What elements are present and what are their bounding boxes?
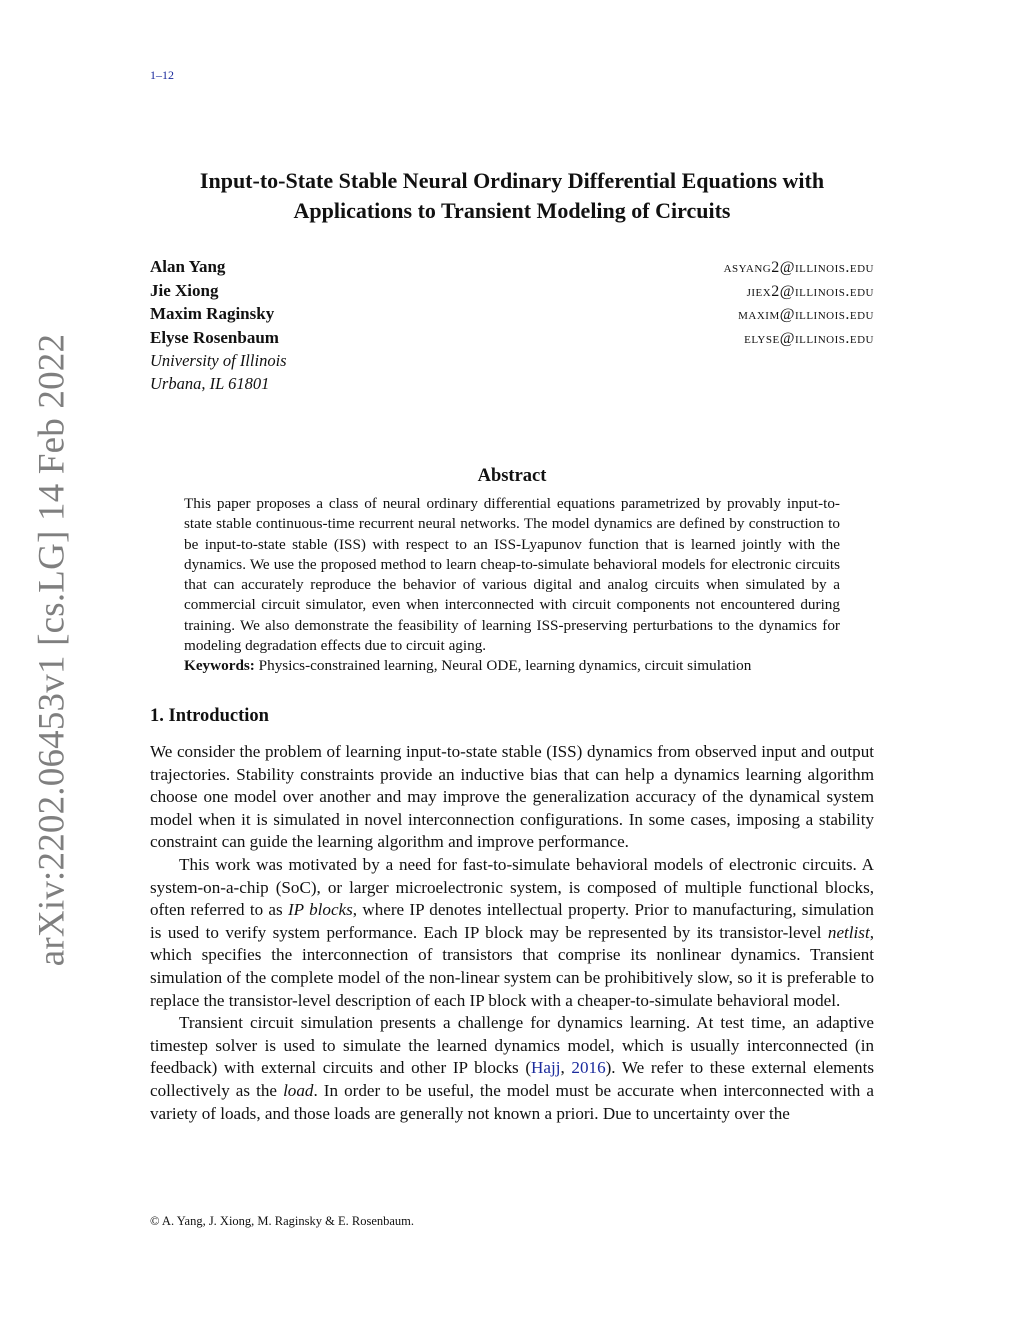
intro-paragraph-1: We consider the problem of learning input-to-state stable (ISS) dynamics from observed input and output trajectories. Stability constraints provide an inductive bias that can help a dynamics learning algorithm choose one model over another and may improve the generalization accuracy of the dynamical system model when it is simulated in novel interconnection configurations. In some cases, imposing a stability constraint can guide the learning algorithm and improve performance. [150, 742, 874, 852]
paper-title [150, 166, 874, 226]
paragraph-text: . In order to be useful, the model must be accurate when interconnected with a variety of loads, and those loads are generally not known a priori. Due to uncertainty over the [150, 1080, 874, 1123]
paragraph-text: Transient circuit simulation presents a challenge for dynamics learning. At test time, an adaptive timestep solver is used to simulate the learned dynamics model, which is usually interconnected (in feedback) with external circuits and other IP blocks ( [150, 1013, 874, 1078]
page-range: 1–12 [150, 68, 174, 82]
abstract-heading: Abstract [477, 466, 547, 486]
paragraph-text: , which specifies the interconnection of transistors that comprise its nonlinear dynamics. Transient simulation of the complete model of the non-linear system can be prohibitively slow, so it is preferable to replace the transistor-level description of each IP block with a cheaper-to-simulate behavioral model. [150, 922, 874, 1010]
affiliation-location: Urbana, IL 61801 [150, 373, 270, 393]
paragraph-text: This work was motivated by a need for fast-to-simulate behavioral models of electronic circuits. A system-on-a-chip (SoC), or larger microelectronic system, is composed of multiple functional blocks, often referred to as [150, 854, 874, 920]
author-row [150, 280, 874, 304]
author-email: jiex2@illinois.edu [746, 282, 874, 300]
citation-link-author[interactable]: Hajj [531, 1058, 561, 1078]
author-email: elyse@illinois.edu [744, 329, 874, 347]
author-name: Elyse Rosenbaum [150, 327, 279, 347]
emphasis-load: load [283, 1080, 314, 1100]
citation-link-year[interactable]: 2016 [571, 1058, 606, 1078]
author-name: Alan Yang [150, 257, 226, 276]
author-row [150, 327, 874, 351]
author-block [150, 256, 874, 395]
author-row [150, 303, 874, 327]
citation-separator: , [560, 1058, 572, 1078]
copyright-footer: © A. Yang, J. Xiong, M. Raginsky & E. Rosenbaum. [150, 1214, 415, 1228]
emphasis-netlist: netlist [827, 922, 870, 942]
author-row [150, 256, 874, 280]
intro-paragraph-2 [150, 854, 874, 1012]
title-line-1: Input-to-State Stable Neural Ordinary Differential Equations with [199, 168, 825, 193]
abstract-body [184, 494, 840, 677]
emphasis-ip-blocks: IP blocks [287, 900, 353, 920]
intro-paragraph-3 [150, 1012, 874, 1125]
introduction-body [150, 741, 874, 1125]
arxiv-identifier: arXiv:2202.06453v1 [cs.LG] 14 Feb 2022 [31, 333, 73, 967]
keywords-text: Physics-constrained learning, Neural ODE, learning dynamics, circuit simulation [258, 657, 752, 675]
keywords-label: Keywords: [184, 657, 255, 675]
title-line-2: Applications to Transient Modeling of Circuits [293, 198, 731, 223]
keywords [184, 656, 840, 676]
section-heading-introduction: 1. Introduction [150, 706, 269, 726]
author-email: asyang2@illinois.edu [723, 259, 874, 276]
affiliation-institution: University of Illinois [150, 351, 287, 370]
paragraph-text: ). We refer to these external elements collectively as the [150, 1058, 875, 1100]
author-name: Maxim Raginsky [150, 304, 275, 323]
paragraph-text: , where IP denotes intellectual property. Prior to manufacturing, simulation is used to verify system performance. Each IP block may be represented by its transistor-level [150, 900, 874, 942]
abstract-text: This paper proposes a class of neural ordinary differential equations parametrized by provably input-to-state stable continuous-time recurrent neural networks. The model dynamics are defined by construction to be input-to-state stable (ISS) with respect to an ISS-Lyapunov function that is learned jointly with the dynamics. We use the proposed method to learn cheap-to-simulate behavioral models for electronic circuits that can accurately reproduce the behavior of various digital and analog circuits when simulated by a commercial circuit simulator, even when interconnected with circuit components not encountered during training. We also demonstrate the feasibility of learning ISS-preserving perturbations to the dynamics for modeling degradation effects due to circuit aging. [184, 495, 840, 655]
author-name: Jie Xiong [150, 280, 219, 300]
author-email: maxim@illinois.edu [738, 306, 874, 323]
